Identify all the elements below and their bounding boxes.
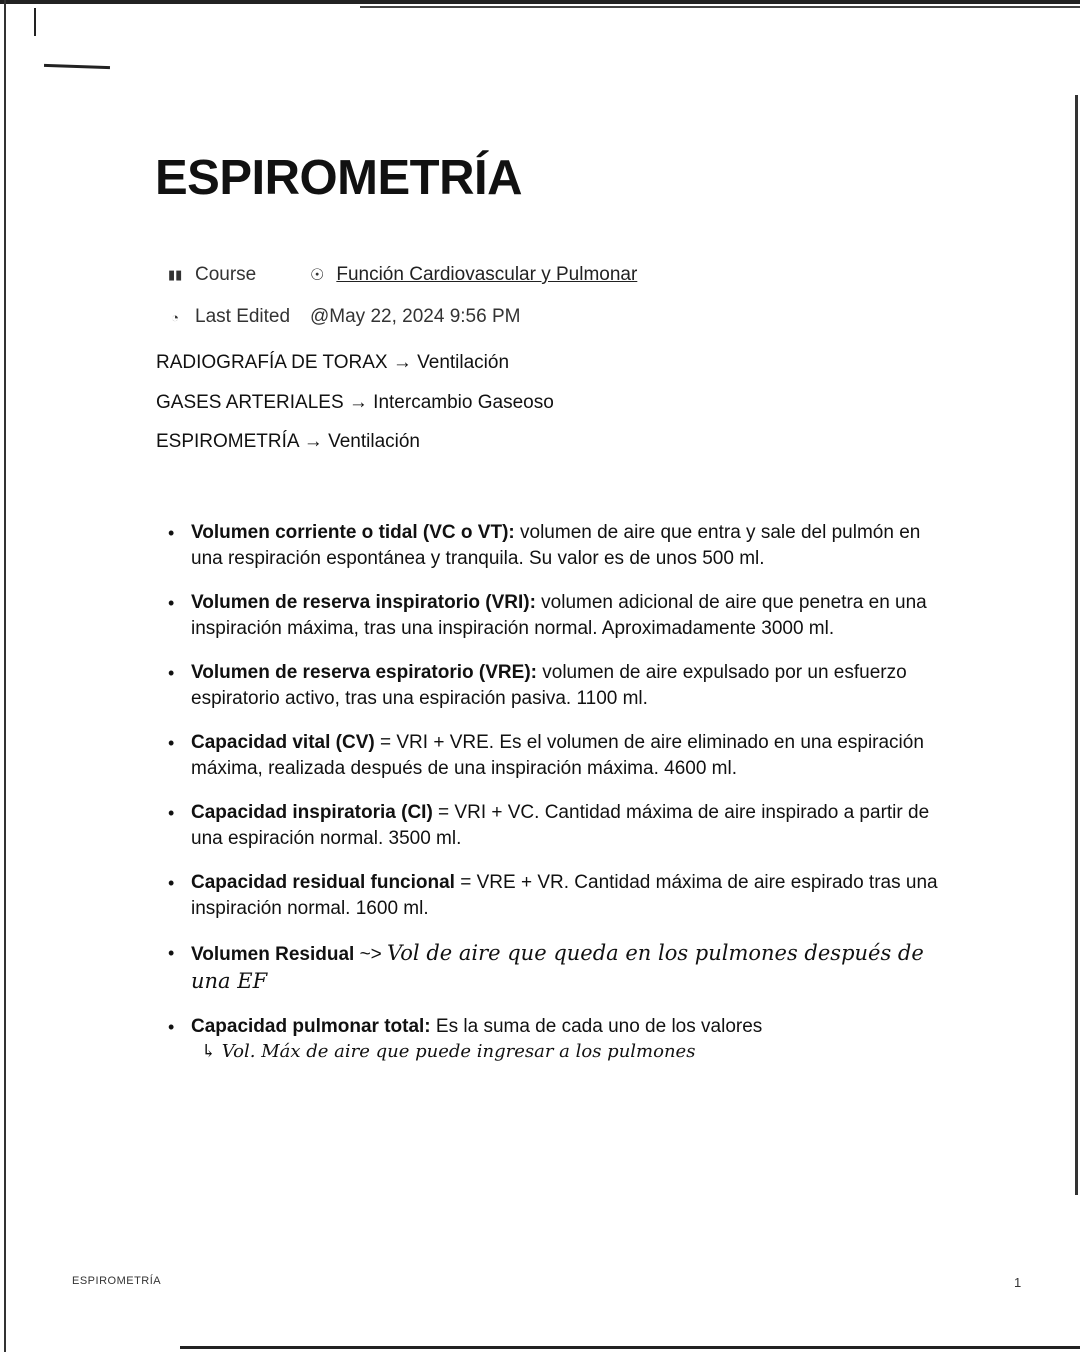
item-term: Capacidad pulmonar total: (191, 1016, 431, 1037)
scan-edge-bottom (180, 1346, 1080, 1349)
item-term: Volumen de reserva inspiratorio (VRI): (191, 592, 536, 613)
footer-title: ESPIROMETRÍA (72, 1275, 162, 1287)
last-edited-value: @May 22, 2024 9:56 PM (310, 306, 521, 327)
handwritten-note: ↳ Vol. Máx de aire que puede ingresar a los pulmones (201, 1041, 696, 1062)
definitions-list (168, 520, 938, 1082)
list-item (168, 590, 938, 642)
relation-icon: ▮▮ (168, 267, 183, 282)
item-text: = VRI + VC. Cantidad máxima de aire inspirado a partir de una espiración normal. 3500 ml. (191, 802, 930, 849)
item-text: volumen de aire expulsado por un esfuerzo espiratorio activo, tras una espiración pasiva. 1100 ml. (191, 662, 907, 709)
list-item (168, 1014, 938, 1064)
list-item (168, 940, 938, 996)
relation-page-icon: ☉ (310, 267, 325, 284)
item-text: volumen de aire que entra y sale del pulmón en una respiración espontánea y tranquila. Su valor es de unos 500 ml. (191, 522, 921, 569)
item-term: Volumen Residual (191, 944, 355, 965)
scan-edge-top-inner (360, 6, 1080, 8)
list-item (168, 660, 938, 712)
item-term: Capacidad residual funcional (191, 872, 455, 893)
item-text: volumen adicional de aire que penetra en una inspiración máxima, tras una inspiración normal. Aproximadamente 3000 ml. (191, 592, 927, 639)
list-item (168, 800, 938, 852)
item-text: = VRE + VR. Cantidad máxima de aire espirado tras una inspiración normal. 1600 ml. (191, 872, 938, 919)
scan-edge-left (4, 0, 6, 1352)
scan-edge-top (0, 0, 1080, 4)
item-text: Es la suma de cada uno de los valores (430, 1016, 763, 1037)
item-term: Volumen de reserva espiratorio (VRE): (191, 662, 537, 683)
item-text: = VRI + VRE. Es el volumen de aire eliminado en una espiración máxima, realizada después de una inspiración máxima. 4600 ml. (191, 732, 924, 779)
item-term: Capacidad vital (CV) (191, 732, 375, 753)
handwritten-note: Vol de aire que queda en los pulmones después de una EF (191, 941, 924, 993)
course-link[interactable]: Función Cardiovascular y Pulmonar (336, 264, 638, 285)
summary-line: RADIOGRAFÍA DE TORAX → Ventilación (156, 352, 510, 373)
property-label-course: Course (195, 264, 257, 285)
property-label-last-edited: Last Edited (195, 306, 291, 327)
list-item (168, 520, 938, 572)
item-term: Volumen corriente o tidal (VC o VT): (191, 522, 515, 543)
page-number: 1 (1014, 1275, 1022, 1290)
list-item (168, 870, 938, 922)
summary-line: GASES ARTERIALES → Intercambio Gaseoso (156, 392, 554, 413)
clock-icon: ◔ (171, 309, 179, 325)
summary-line: ESPIROMETRÍA → Ventilación (156, 431, 420, 452)
property-last-edited (168, 306, 520, 328)
item-term: Capacidad inspiratoria (CI) (191, 802, 433, 823)
scan-mark (44, 64, 110, 69)
page-title: ESPIROMETRÍA (155, 151, 522, 205)
item-text: ~> (354, 944, 388, 965)
scan-edge-right (1075, 95, 1078, 1195)
scan-tick (34, 8, 36, 36)
property-course (168, 264, 637, 286)
list-item (168, 730, 938, 782)
